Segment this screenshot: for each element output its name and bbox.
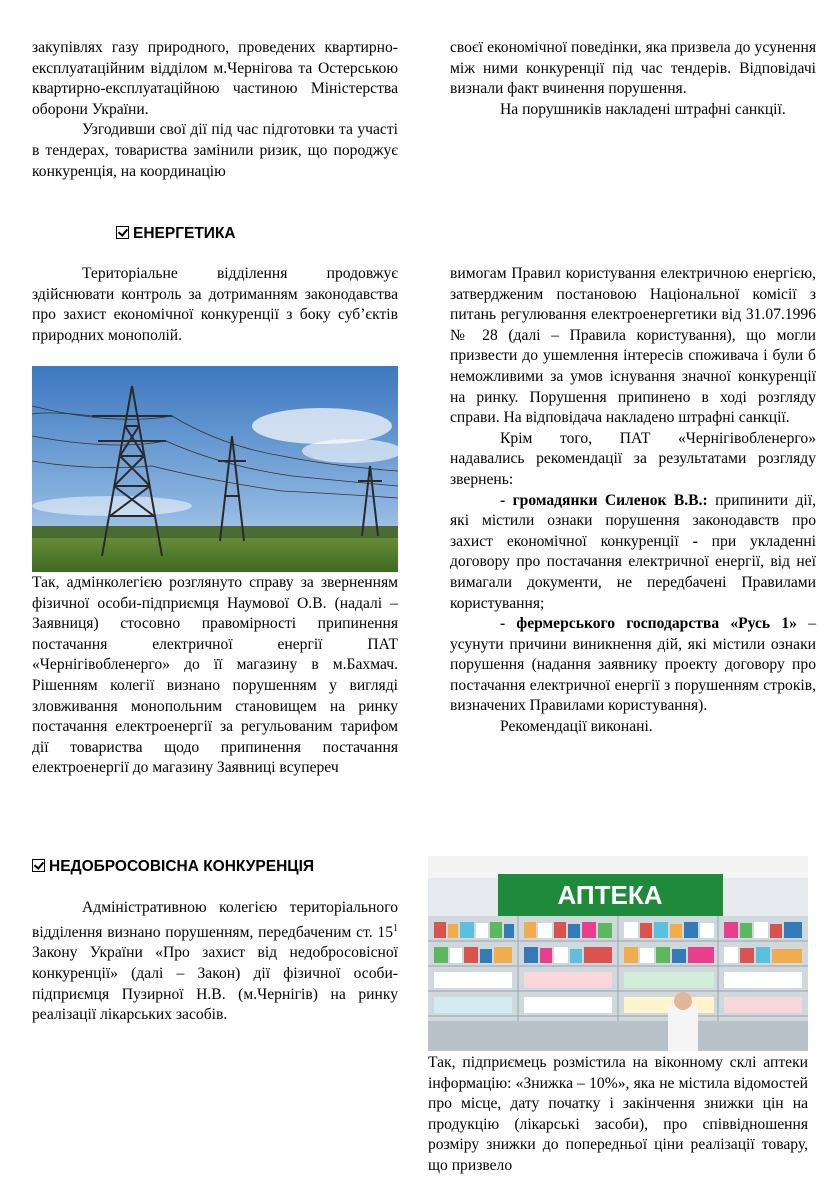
checkbox-icon (32, 859, 45, 872)
section-heading-competition (32, 857, 314, 877)
paragraph: Територіальне відділення продовжує здійснювати контроль за дотриманням законодавства про захист економічної конкуренції з боку суб’єктів природних монополій. (32, 265, 398, 344)
item-text: припинити дії, які містили ознаки порушення законодавств про захист економічної конкуренції (450, 491, 816, 550)
power-lines-photo (32, 366, 398, 572)
competition-case-right (428, 1053, 808, 1177)
pharmacy-photo (428, 856, 808, 1051)
recommendation-item-2 (450, 614, 816, 717)
energy-case-left (32, 573, 398, 779)
item-text: – усунути причини виникнення дій, які містили ознаки порушення (надання заявнику проекту договору про постачання електричної енергії з порушенням строків, визначених Правилами користування). (450, 615, 817, 715)
paragraph: На порушників накладені штрафні санкції. (500, 100, 786, 118)
item-dash: - (692, 532, 698, 550)
paragraph: Узгодивши свої дії під час підготовки та участі в тендерах, товариства замінили ризик, що породжує конкуренція, на координацію (32, 121, 398, 180)
paragraph: Так, адмінколегією розглянуто справу за зверненням фізичної особи-підприємця Наумової О.В. (надалі – Заявниця) стосовно правомірності припинення постачання електричної енергії ПАТ «Чернігівобленерго» до її магазину в м.Бахмач. Рішенням колегії визнано порушенням у вигляді зловживання монопольним становищем на ринку постачання електроенергії за регульованим тарифом дії товариства щодо припинення постачання електроенергії до магазину Заявниці всупереч (32, 574, 398, 777)
item-lead: - фермерського господарства «Русь 1» (500, 615, 797, 633)
energy-case-right (450, 264, 816, 738)
item-text: при укладенні договору про постачання електричної енергії, від неї вимагали документи, не передбачені Правилами користування; (450, 532, 817, 612)
section-heading-energy (116, 224, 236, 244)
heading-text: ЕНЕРГЕТИКА (133, 225, 236, 242)
recommendation-item-1 (450, 491, 816, 615)
energy-intro (32, 264, 398, 346)
paragraph: Рекомендації виконані. (500, 718, 653, 736)
text-part: Закону України «Про захист від недобросовісної конкуренції» (далі – Закон) дії фізичної особи-підприємця Пузирної Н.В. (м.Чернігів) на ринку реалізації лікарських засобів. (32, 944, 398, 1024)
heading-text: НЕДОБРОСОВІСНА КОНКУРЕНЦІЯ (49, 858, 315, 875)
superscript: 1 (393, 922, 398, 934)
top-right-column (450, 38, 816, 120)
competition-para (32, 898, 398, 1026)
pharmacy-sign: АПТЕКА (557, 880, 663, 910)
checkbox-icon (116, 226, 129, 239)
paragraph: Так, підприємець розмістила на віконному склі аптеки інформацію: «Знижка – 10%», яка не містила відомостей про місце, дату початку і закінчення знижки цін на продукцію (лікарські засоби), про співвідношення розміру знижки до попередньої ціни реалізації товару, що призвело (428, 1054, 808, 1174)
paragraph: Крім того, ПАТ «Чернігівобленерго» надавались рекомендації за результатами розгляду звернень: (450, 429, 816, 488)
paragraph: закупівлях газу природного, проведених квартирно-експлуатаційним відділом м.Чернігова та Остерською квартирно-експлуатаційною частиною Міністерства оборони України. (32, 39, 398, 118)
item-lead: - громадянки Силенок В.В.: (500, 491, 708, 509)
text-part: Адміністративною колегією територіального відділення визнано порушенням, передбаченим ст. 15 (32, 899, 398, 941)
paragraph (32, 898, 398, 1026)
paragraph: вимогам Правил користування електричною енергією, затвердженим постановою Національної комісії з питань регулювання електроенергетики від 31.07.1996 № 28 (далі – Правила користування), що могли призвести до ушемлення інтересів споживача і були б неможливими за умов існування значної конкуренції на ринку. Порушення припинено в ході розгляду справи. На відповідача накладено штрафні санкції. (450, 265, 816, 427)
paragraph: своєї економічної поведінки, яка призвела до усунення між ними конкуренції під час тендерів. Відповідачі визнали факт вчинення порушення. (450, 39, 816, 98)
top-left-column (32, 38, 398, 182)
